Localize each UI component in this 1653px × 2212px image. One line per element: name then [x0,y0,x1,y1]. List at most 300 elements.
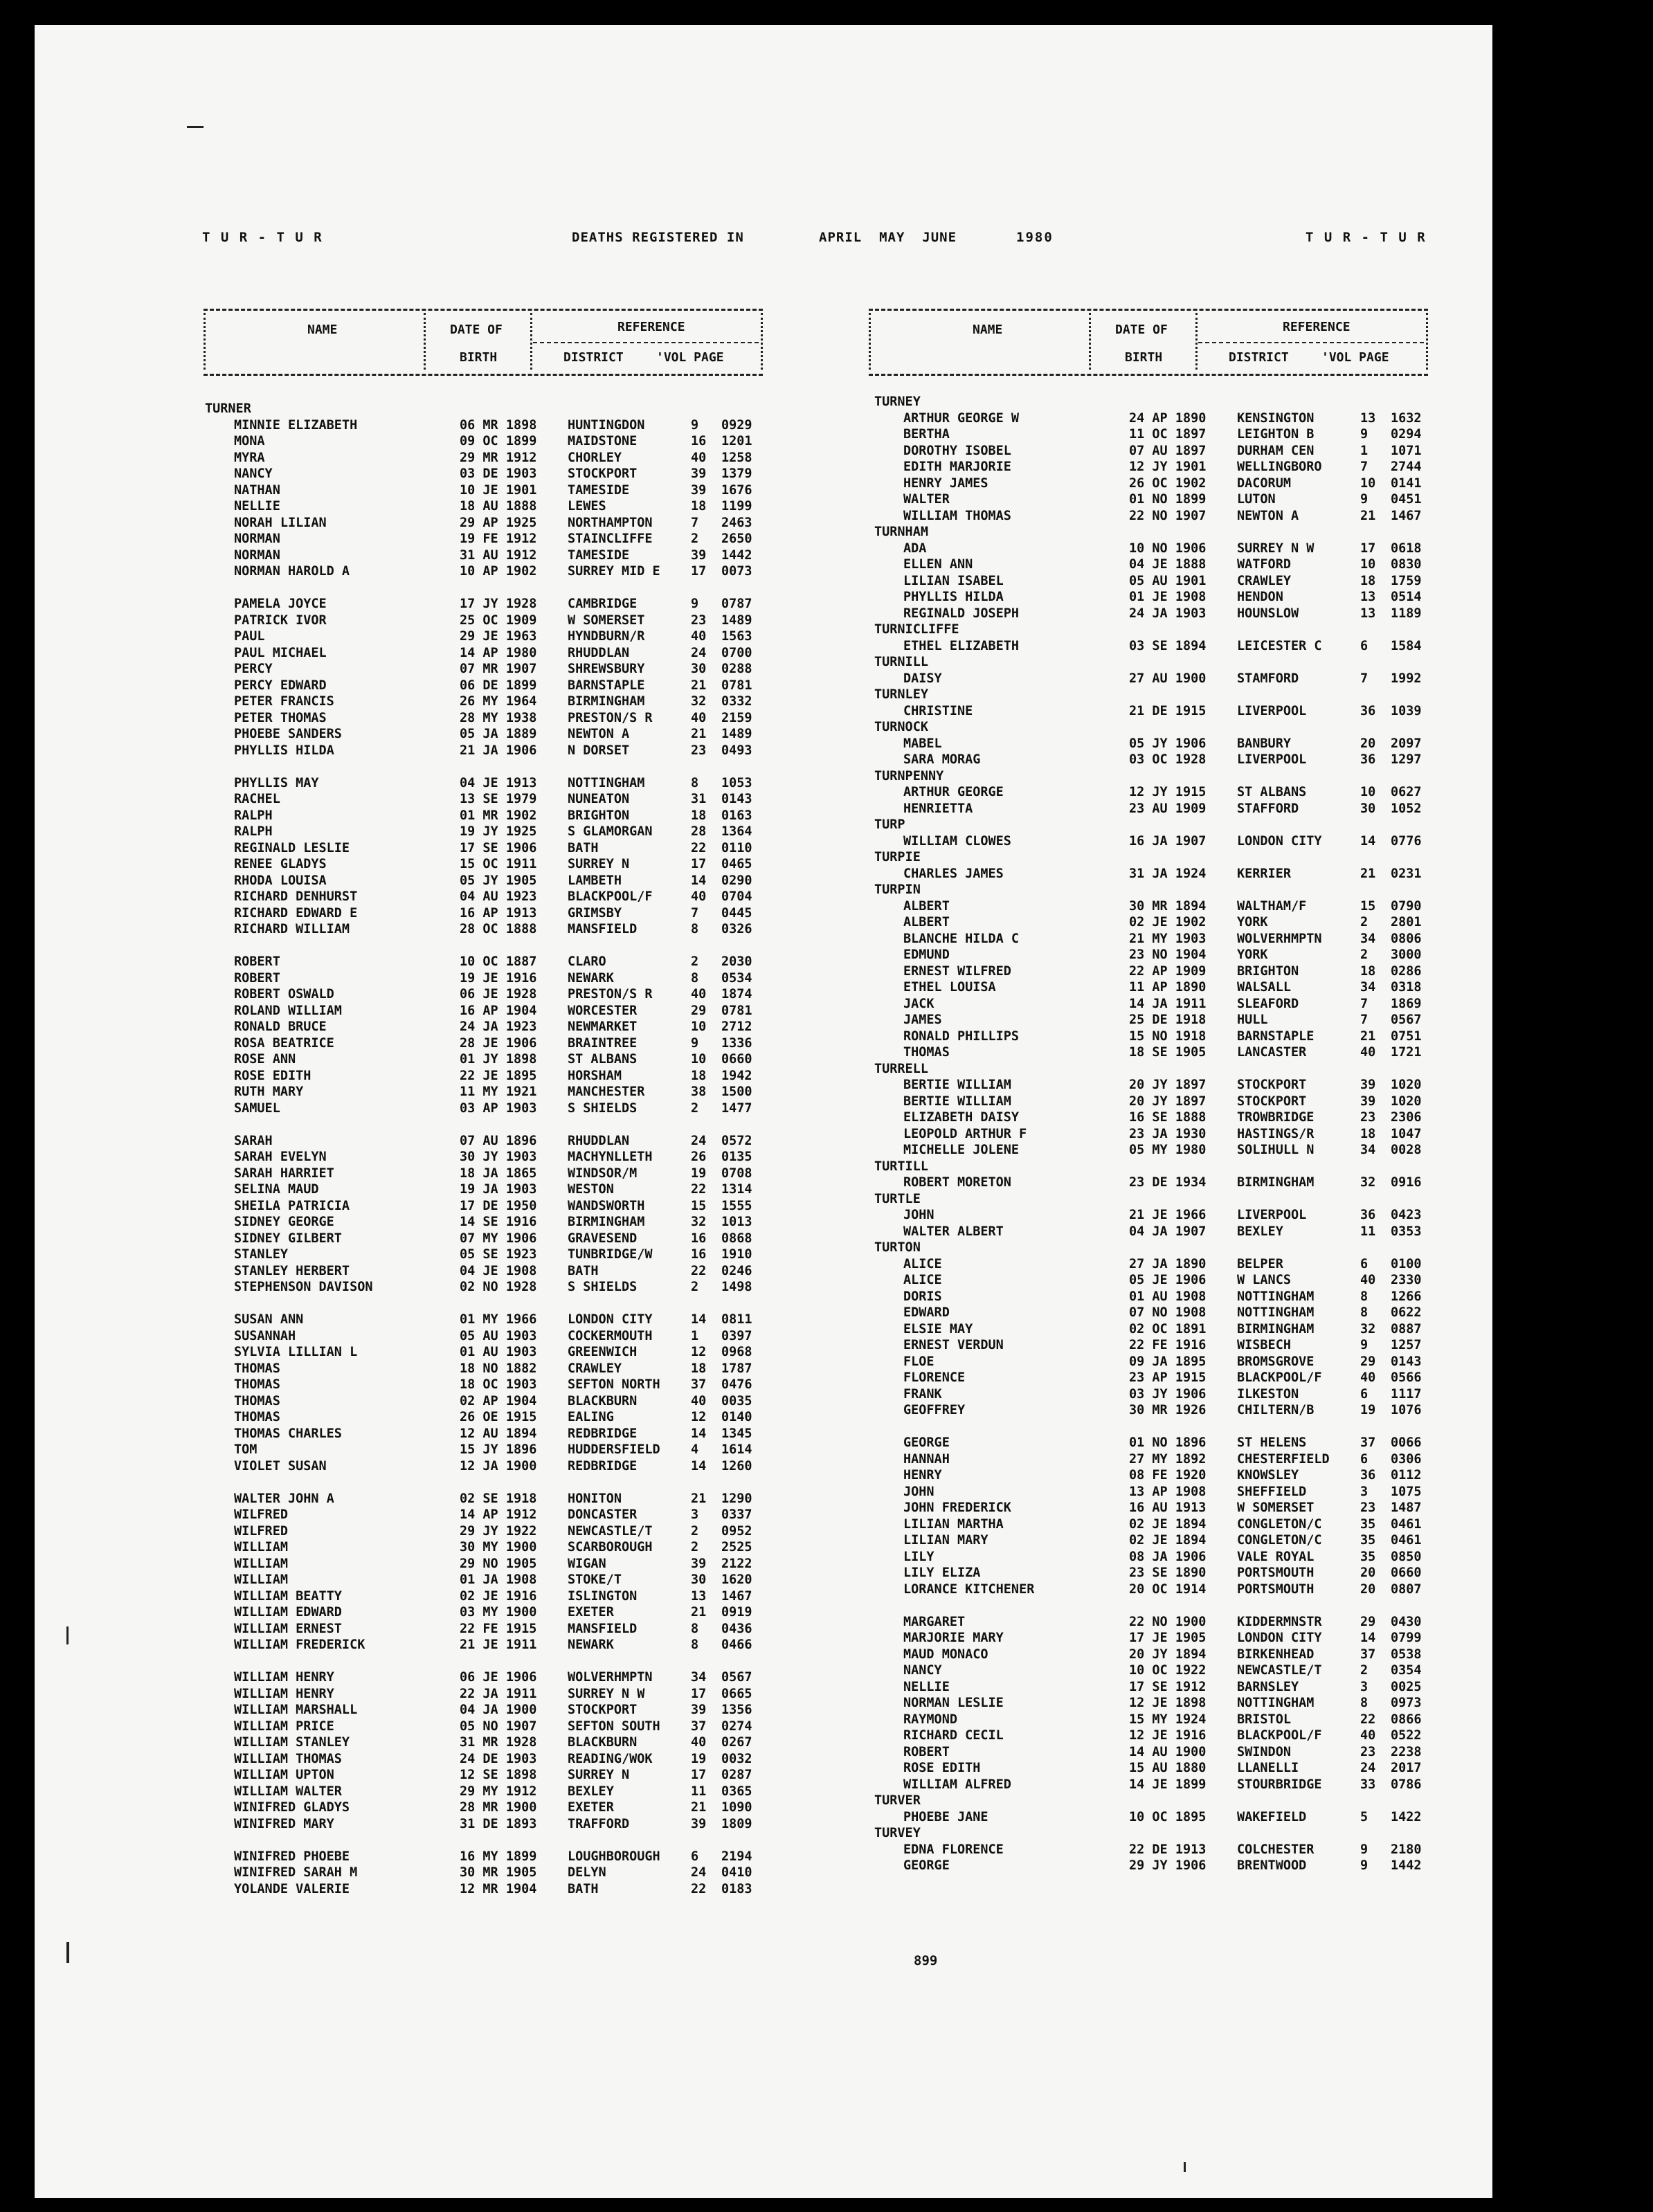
date-of-birth: 06 MR 1898 [460,417,537,433]
date-of-birth: 22 FE 1915 [460,1621,537,1636]
volume: 2 [691,954,699,969]
page: 1500 [721,1085,752,1099]
date-of-birth: 15 MY 1924 [1129,1712,1207,1727]
volume: 39 [691,1703,707,1717]
date-of-birth: 23 NO 1904 [1129,948,1207,962]
col-birth-label: BIRTH [460,350,498,365]
register-entry [205,1084,779,1100]
register-entry [874,1044,1449,1061]
page: 0073 [721,564,752,579]
volume: 40 [1360,1728,1376,1743]
volume: 17 [1360,541,1376,556]
register-entry [205,726,779,743]
volume: 21 [691,1491,707,1506]
date-of-birth: 19 FE 1912 [460,532,537,546]
date-of-birth: 28 MY 1938 [460,710,537,725]
district: W SOMERSET [1237,1501,1315,1515]
forenames: SARAH [234,1133,273,1148]
date-of-birth: 07 AU 1896 [460,1133,537,1148]
district: GRIMSBY [568,905,622,921]
volume: 37 [691,1719,707,1734]
register-entry [874,1012,1449,1028]
date-of-birth: 17 JY 1928 [460,597,537,611]
register-entry [874,1500,1449,1516]
volume: 37 [1360,1647,1376,1662]
row-spacer [205,1653,779,1670]
page: 0035 [721,1393,752,1408]
volume: 9 [1360,1842,1369,1857]
district: WALTHAM/F [1237,898,1307,914]
volume: 19 [691,1751,707,1766]
date-of-birth: 08 FE 1920 [1129,1468,1207,1483]
register-entry [205,1849,779,1865]
header-year: 1980 [1016,230,1054,245]
page: 0887 [1391,1321,1422,1336]
date-of-birth: 16 SE 1888 [1129,1110,1207,1125]
volume: 8 [691,970,699,986]
district: BATH [568,1263,599,1278]
date-of-birth: 22 AP 1909 [1129,963,1207,979]
district: TAMESIDE [568,547,630,563]
volume: 40 [691,889,707,904]
date-of-birth: 24 DE 1903 [460,1751,537,1766]
volume: 36 [1360,1208,1376,1222]
district: PRESTON/S R [568,987,653,1001]
volume: 21 [1360,1028,1376,1044]
volume: 30 [691,662,707,676]
register-entry [205,873,779,889]
surname-heading: TURNHAM [874,525,928,539]
page: 0436 [721,1621,752,1636]
district: HYNDBURN/R [568,629,645,644]
district: SHREWSBURY [568,662,645,676]
district: LAMBETH [568,873,622,888]
district: BIRMINGHAM [1237,1321,1315,1336]
date-of-birth: 31 DE 1893 [460,1816,537,1831]
forenames: MARGARET [903,1614,966,1629]
volume: 9 [1360,427,1369,442]
volume: 16 [691,1231,707,1246]
district: HORSHAM [568,1068,622,1083]
page: 0968 [721,1345,752,1359]
forenames: WALTER [903,492,950,507]
volume: 7 [1360,460,1369,474]
date-of-birth: 01 JE 1908 [1129,590,1207,604]
forenames: MABEL [903,736,942,751]
page: 1759 [1391,573,1422,588]
forenames: WILLIAM ERNEST [234,1621,342,1636]
register-entry [205,1181,779,1198]
volume: 12 [691,1345,707,1359]
district: NEWTON A [568,727,630,741]
district: NUNEATON [568,792,630,806]
forenames: CHRISTINE [903,703,973,718]
date-of-birth: 29 AP 1925 [460,515,537,530]
volume: 23 [1360,1501,1376,1515]
forenames: WILLIAM CLOWES [903,833,1011,849]
page: 2194 [721,1849,752,1864]
register-entry [874,898,1449,915]
forenames: NATHAN [234,482,280,498]
forenames: PERCY [234,662,273,676]
volume: 10 [1360,785,1376,799]
forenames: WILLIAM [234,1572,288,1587]
register-entry [205,921,779,938]
volume: 2 [691,1100,699,1116]
forenames: EDWARD [903,1305,950,1320]
forenames: PATRICK IVOR [234,613,327,628]
page: 0811 [721,1312,752,1327]
volume: 7 [1360,671,1369,686]
date-of-birth: 01 MY 1966 [460,1312,537,1327]
date-of-birth: 11 AP 1890 [1129,980,1207,995]
forenames: NANCY [234,466,273,481]
register-entry [205,954,779,970]
volume: 35 [1360,1533,1376,1548]
page: 0704 [721,889,752,904]
register-entry [205,1491,779,1507]
district: BRIGHTON [1237,963,1299,979]
register-entry [874,589,1449,606]
forenames: STANLEY HERBERT [234,1263,350,1278]
forenames: WILLIAM HENRY [234,1686,334,1701]
page: 0751 [1391,1028,1422,1044]
forenames: RICHARD WILLIAM [234,922,350,936]
date-of-birth: 08 JA 1906 [1129,1549,1207,1564]
district: CHESTERFIELD [1237,1451,1330,1467]
district: HULL [1237,1013,1268,1027]
district: GRAVESEND [568,1231,638,1246]
district: BIRKENHEAD [1237,1647,1315,1662]
date-of-birth: 10 NO 1906 [1129,541,1207,556]
date-of-birth: 25 OC 1909 [460,613,537,628]
volume: 19 [1360,1403,1376,1417]
forenames: SAMUEL [234,1100,280,1116]
page: 1487 [1391,1501,1422,1515]
surname-heading: TURVEY [874,1826,921,1840]
volume: 16 [691,1247,707,1262]
register-entry [205,661,779,678]
forenames: RALPH [234,824,273,839]
page: 2159 [721,710,752,725]
forenames: STEPHENSON DAVISON [234,1280,373,1294]
district: CONGLETON/C [1237,1533,1322,1548]
forenames: ROBERT [903,1744,950,1759]
date-of-birth: 02 JE 1916 [460,1588,537,1604]
page: 0916 [1391,1175,1422,1190]
register-entry [874,1175,1449,1191]
page: 0700 [721,645,752,660]
scan-mark [66,1626,69,1644]
district: SHEFFIELD [1237,1484,1307,1499]
district: STOCKPORT [568,466,638,481]
page: 0332 [721,694,752,709]
register-entry [874,1858,1449,1874]
register-entry [874,1386,1449,1403]
district: TUNBRIDGE/W [568,1247,653,1262]
page: 0708 [721,1166,752,1181]
page: 0032 [721,1751,752,1766]
forenames: ARTHUR GEORGE [903,785,1004,799]
volume: 10 [691,1019,707,1034]
register-entry [874,1744,1449,1761]
page: 1260 [721,1458,752,1474]
volume: 14 [1360,1631,1376,1645]
date-of-birth: 10 OC 1887 [460,954,537,969]
date-of-birth: 23 DE 1934 [1129,1175,1207,1190]
district: NEWARK [568,970,614,986]
date-of-birth: 03 AP 1903 [460,1100,537,1116]
register-entry [874,1094,1449,1110]
page: 0140 [721,1410,752,1424]
volume: 13 [691,1588,707,1604]
volume: 39 [691,482,707,498]
register-entry [205,450,779,466]
district: ISLINGTON [568,1588,638,1604]
volume: 2 [691,1540,699,1554]
forenames: RENEE GLADYS [234,857,327,871]
page: 0866 [1391,1712,1422,1727]
date-of-birth: 16 AP 1904 [460,1003,537,1018]
page: 1620 [721,1572,752,1587]
volume: 20 [1360,736,1376,751]
register-entry [205,1556,779,1572]
district: WATFORD [1237,557,1291,572]
page: 1039 [1391,703,1422,718]
register-entry [205,1426,779,1442]
district: COCKERMOUTH [568,1328,653,1343]
date-of-birth: 28 JE 1906 [460,1035,537,1051]
forenames: DAISY [903,671,942,686]
volume: 14 [1360,833,1376,849]
district: RHUDDLAN [568,1133,630,1148]
district: LEWES [568,499,606,514]
district: LUTON [1237,492,1276,507]
page: 1787 [721,1361,752,1376]
forenames: ROBERT MORETON [903,1175,1011,1190]
district: MANSFIELD [568,1621,638,1636]
date-of-birth: 10 JE 1901 [460,482,537,498]
page: 2097 [1391,736,1422,751]
column-header-left [204,307,764,379]
page: 0806 [1391,931,1422,946]
page: 1584 [1391,638,1422,653]
volume: 21 [691,727,707,741]
page: 1297 [1391,752,1422,767]
forenames: WILLIAM THOMAS [234,1751,342,1766]
date-of-birth: 29 JY 1922 [460,1523,537,1539]
volume: 14 [691,873,707,888]
surname-heading: TURRELL [874,1061,928,1076]
date-of-birth: 03 SE 1894 [1129,638,1207,653]
forenames: THOMAS [234,1361,280,1376]
date-of-birth: 03 DE 1903 [460,466,537,481]
forenames: HANNAH [903,1451,950,1467]
date-of-birth: 21 JA 1906 [460,743,537,758]
volume: 30 [1360,801,1376,816]
page: 0028 [1391,1143,1422,1157]
register-entry [874,410,1449,427]
forenames: PHOEBE SANDERS [234,727,342,741]
district: SURREY N W [568,1686,645,1701]
district: YORK [1237,948,1268,962]
district: PORTSMOUTH [1237,1566,1315,1580]
header-range-left: T U R - T U R [202,230,323,245]
register-entry [205,1019,779,1035]
forenames: RHODA LOUISA [234,873,327,888]
page: 0952 [721,1523,752,1539]
page: 0290 [721,873,752,888]
volume: 7 [1360,996,1369,1011]
district: HOUNSLOW [1237,606,1299,621]
district: SLEAFORD [1237,996,1299,1011]
register-entry [205,613,779,629]
district: CHILTERN/B [1237,1403,1315,1417]
volume: 18 [1360,963,1376,979]
date-of-birth: 18 OC 1903 [460,1377,537,1392]
register-entry [205,1051,779,1068]
page: 0514 [1391,590,1422,604]
date-of-birth: 29 NO 1905 [460,1556,537,1571]
district: STAFFORD [1237,801,1299,816]
date-of-birth: 05 JE 1906 [1129,1273,1207,1287]
district: STOCKPORT [1237,1094,1307,1109]
page-header [35,230,1492,257]
forenames: PETER FRANCIS [234,694,334,709]
page: 2180 [1391,1842,1422,1857]
register-entry [205,889,779,905]
date-of-birth: 16 AP 1913 [460,905,537,921]
district: MAIDSTONE [568,434,638,448]
forenames: WINIFRED SARAH M [234,1865,358,1880]
district: CONGLETON/C [1237,1516,1322,1532]
date-of-birth: 22 JA 1911 [460,1686,537,1701]
district: LEICESTER C [1237,638,1322,653]
date-of-birth: 25 DE 1918 [1129,1013,1207,1027]
date-of-birth: 14 JA 1911 [1129,996,1207,1011]
forenames: WILLIAM HENRY [234,1670,334,1685]
page: 2030 [721,954,752,969]
volume: 37 [1360,1435,1376,1450]
date-of-birth: 04 JA 1900 [460,1703,537,1717]
date-of-birth: 24 JA 1903 [1129,606,1207,621]
register-entry [205,1393,779,1410]
page: 0461 [1391,1516,1422,1532]
register-entry [205,1458,779,1475]
district: STOURBRIDGE [1237,1777,1322,1792]
page: 1489 [721,727,752,741]
volume: 32 [691,1215,707,1229]
register-entry [205,856,779,873]
forenames: THOMAS CHARLES [234,1426,342,1441]
page: 1047 [1391,1126,1422,1141]
page: 1632 [1391,410,1422,426]
forenames: THOMAS [234,1393,280,1408]
district: EALING [568,1410,614,1424]
district: STAMFORD [1237,671,1299,686]
forenames: THOMAS [234,1410,280,1424]
page: 0445 [721,905,752,921]
scan-mark [1184,2162,1186,2172]
page: 0143 [721,792,752,806]
register-entry [874,1354,1449,1370]
date-of-birth: 24 AP 1890 [1129,410,1207,426]
page: 1721 [1391,1045,1422,1060]
date-of-birth: 13 SE 1979 [460,792,537,806]
forenames: YOLANDE VALERIE [234,1881,350,1896]
page: 0465 [721,857,752,871]
forenames: LEOPOLD ARTHUR F [903,1126,1027,1141]
register-entry [874,996,1449,1013]
register-entry [874,1256,1449,1273]
volume: 29 [1360,1354,1376,1369]
volume: 17 [691,564,707,579]
forenames: JOHN FREDERICK [903,1501,1011,1515]
forenames: SHEILA PATRICIA [234,1198,350,1213]
register-entry [205,563,779,580]
page: 0306 [1391,1451,1422,1467]
volume: 8 [1360,1289,1369,1304]
district: BRISTOL [1237,1712,1291,1727]
date-of-birth: 14 AU 1900 [1129,1744,1207,1759]
forenames: NORMAN HAROLD A [234,564,350,579]
volume: 36 [1360,1468,1376,1483]
date-of-birth: 02 JE 1902 [1129,915,1207,930]
scan-mark [66,1942,69,1963]
page: 0318 [1391,980,1422,995]
volume: 36 [1360,703,1376,718]
date-of-birth: 04 JE 1888 [1129,557,1207,572]
district: STAINCLIFFE [568,532,653,546]
district: BARNSTAPLE [1237,1028,1315,1044]
date-of-birth: 17 JE 1905 [1129,1631,1207,1645]
district: COLCHESTER [1237,1842,1315,1857]
district: MANCHESTER [568,1085,645,1099]
volume: 6 [1360,638,1369,653]
forenames: BERTHA [903,427,950,442]
district: BARNSTAPLE [568,678,645,693]
col-volpage-label: 'VOL PAGE [1321,350,1389,365]
volume: 15 [691,1198,707,1213]
district: BRIGHTON [568,808,630,823]
district: NOTTINGHAM [1237,1289,1315,1304]
row-spacer [205,580,779,597]
date-of-birth: 17 DE 1950 [460,1198,537,1213]
date-of-birth: 02 JE 1894 [1129,1533,1207,1548]
volume: 40 [691,1393,707,1408]
date-of-birth: 19 JA 1903 [460,1182,537,1197]
volume: 18 [691,499,707,514]
forenames: WINIFRED MARY [234,1816,334,1831]
volume: 39 [691,1556,707,1571]
district: NEWARK [568,1638,614,1652]
page: 0337 [721,1507,752,1522]
register-entry [874,1777,1449,1793]
register-entry [874,752,1449,768]
date-of-birth: 22 NO 1900 [1129,1614,1207,1629]
register-entry [205,1231,779,1247]
volume: 3 [1360,1484,1369,1499]
forenames: MAUD MONACO [903,1647,988,1662]
district: N DORSET [568,743,630,758]
date-of-birth: 02 NO 1928 [460,1280,537,1294]
forenames: ROSE EDITH [903,1761,981,1775]
register-entry [874,1630,1449,1647]
volume: 2 [1360,1663,1369,1678]
volume: 22 [1360,1712,1376,1727]
page: 1117 [1391,1386,1422,1402]
register-entry [205,1686,779,1703]
